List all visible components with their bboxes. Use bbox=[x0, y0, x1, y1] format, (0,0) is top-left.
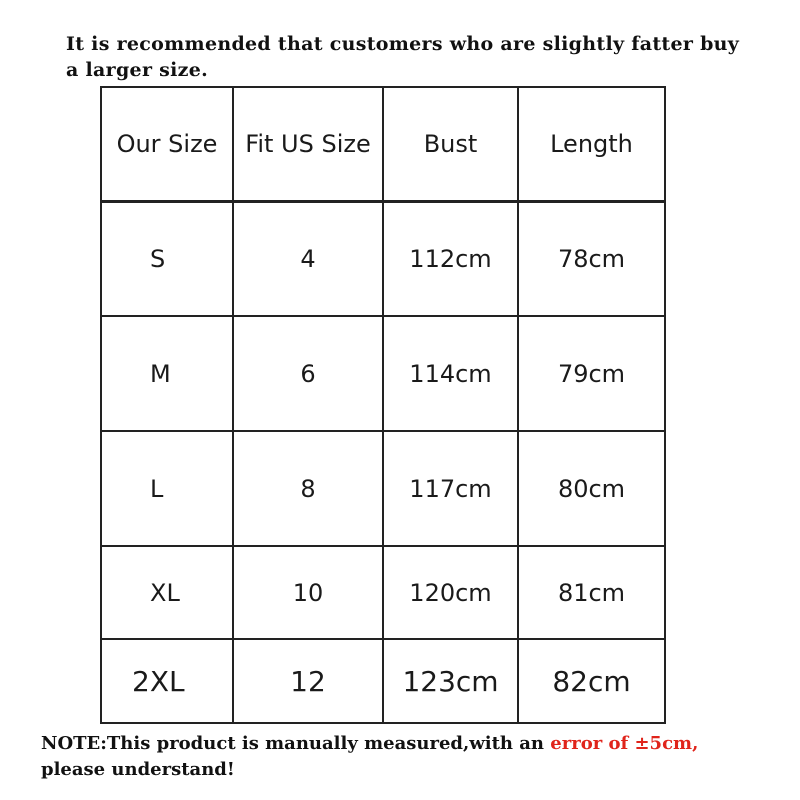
cell-our-size: L bbox=[101, 431, 233, 546]
cell-bust: 112cm bbox=[383, 202, 518, 317]
note-prefix: NOTE:This product is manually measured,with an bbox=[41, 733, 551, 754]
measurement-note bbox=[41, 731, 781, 783]
table-header-row bbox=[101, 87, 665, 202]
note-error-text: error of ±5cm, bbox=[550, 733, 699, 754]
intro-line-1: It is recommended that customers who are slightly fatter buy bbox=[66, 33, 740, 55]
cell-length: 79cm bbox=[518, 316, 665, 431]
note-line-1 bbox=[41, 731, 781, 757]
header-bust: Bust bbox=[383, 87, 518, 202]
cell-length: 80cm bbox=[518, 431, 665, 546]
size-chart-table bbox=[100, 86, 666, 724]
header-our-size: Our Size bbox=[101, 87, 233, 202]
cell-bust: 117cm bbox=[383, 431, 518, 546]
cell-fit-us-size: 6 bbox=[233, 316, 383, 431]
note-line-2: please understand! bbox=[41, 759, 235, 780]
cell-length: 81cm bbox=[518, 546, 665, 639]
table-row bbox=[101, 202, 665, 317]
cell-bust: 114cm bbox=[383, 316, 518, 431]
cell-fit-us-size: 8 bbox=[233, 431, 383, 546]
cell-our-size: XL bbox=[101, 546, 233, 639]
intro-line-2: a larger size. bbox=[66, 59, 209, 81]
table-row bbox=[101, 431, 665, 546]
cell-length: 82cm bbox=[518, 639, 665, 723]
cell-bust: 123cm bbox=[383, 639, 518, 723]
cell-bust: 120cm bbox=[383, 546, 518, 639]
header-length: Length bbox=[518, 87, 665, 202]
table-row bbox=[101, 316, 665, 431]
header-fit-us-size: Fit US Size bbox=[233, 87, 383, 202]
cell-fit-us-size: 12 bbox=[233, 639, 383, 723]
cell-our-size: S bbox=[101, 202, 233, 317]
intro-text bbox=[66, 31, 766, 83]
cell-our-size: 2XL bbox=[101, 639, 233, 723]
cell-length: 78cm bbox=[518, 202, 665, 317]
cell-fit-us-size: 10 bbox=[233, 546, 383, 639]
cell-our-size: M bbox=[101, 316, 233, 431]
cell-fit-us-size: 4 bbox=[233, 202, 383, 317]
table-row bbox=[101, 639, 665, 723]
table-row bbox=[101, 546, 665, 639]
